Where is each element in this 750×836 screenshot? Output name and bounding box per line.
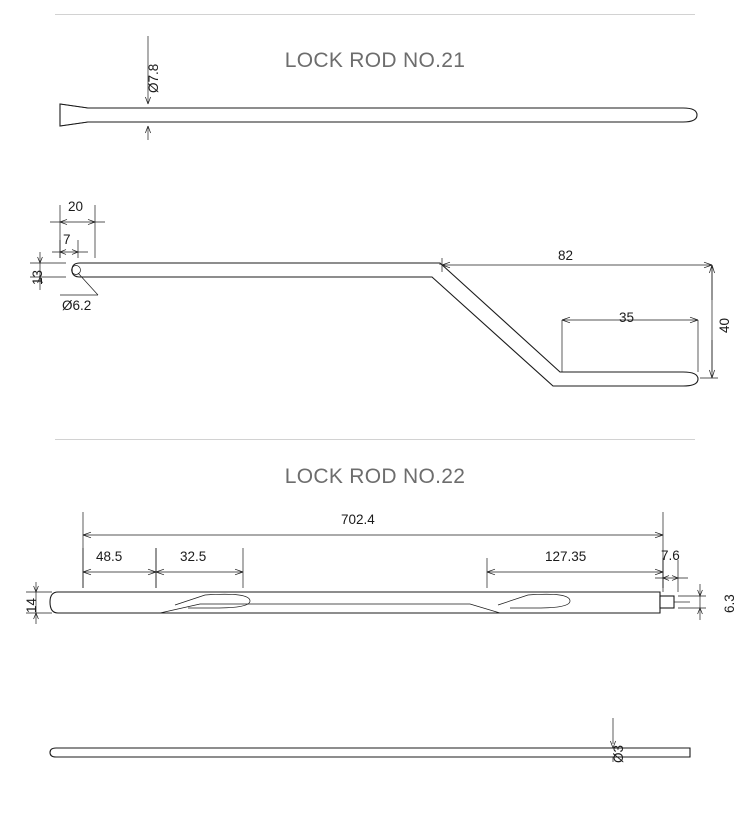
dim-label-d62: Ø6.2 [62,298,92,313]
dim-label-20: 20 [68,199,84,214]
dim-label-14: 14 [24,597,39,613]
rod22-top-view-outline [50,748,690,757]
dim-label-76: 7.6 [661,548,680,563]
dim-76-lines [655,560,688,592]
dim-label-12735: 127.35 [545,549,587,564]
dim-label-d78: Ø7.8 [146,63,161,93]
drawing-title-21: LOCK ROD NO.21 [284,49,466,72]
rod22-side-view-outline [50,592,690,613]
dim-label-485: 48.5 [96,549,123,564]
dim-label-82: 82 [558,248,574,263]
dim-label-325: 32.5 [180,549,207,564]
dim-label-40: 40 [717,317,732,333]
dim-label-7: 7 [63,232,71,247]
dim-label-7024: 702.4 [341,512,375,527]
dim-label-d3: Ø3 [611,744,626,763]
dim-label-13: 13 [30,269,45,285]
dim-label-35: 35 [619,310,635,325]
dim-label-63: 6.3 [722,594,737,613]
drawing-title-22: LOCK ROD NO.22 [284,465,466,488]
